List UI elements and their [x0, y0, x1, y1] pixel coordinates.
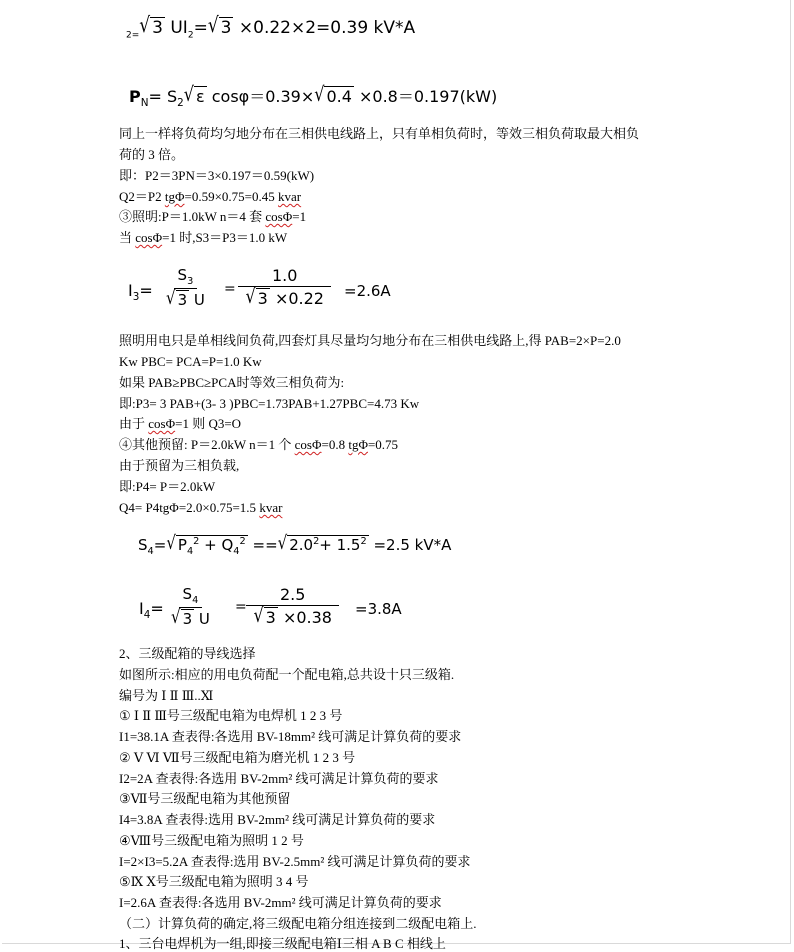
formula-i3-fraction1: $\frac{S_3}{√ 3 U}$ — [166, 266, 205, 309]
section-heading: 2、三级配箱的导线选择 — [119, 646, 256, 661]
text-line-cos: 由于 cosΦ=1 则 Q3=O — [119, 416, 242, 431]
text-line: I=2×I3=5.2A 查表得:选用 BV-2.5mm² 线可满足计算负荷的要求 — [119, 854, 471, 869]
text-line: ② Ⅴ Ⅵ Ⅶ号三级配电箱为磨光机 1 2 3 号 — [119, 750, 356, 765]
text-line-q4: Q4= P4tgΦ=2.0×0.75=1.5 kvar — [119, 500, 283, 515]
formula-i4-eq: = — [235, 599, 247, 615]
text-line: 即:P3= 3 PAB+(3- 3 )PBC=1.73PAB+1.27PBC=4.73 Kw — [119, 396, 420, 411]
formula-i4-lhs: $I_4=$ — [139, 599, 164, 622]
text-line: 同上一样将负荷均匀地分布在三相供电线路上，只有单相负荷时，等效三相负荷取最大相负 — [119, 126, 640, 141]
text-line: 即:P4= P＝2.0kW — [119, 479, 216, 494]
text-line: I4=3.8A 查表得:选用 BV-2mm² 线可满足计算负荷的要求 — [119, 812, 436, 827]
text-line: 如图所示:相应的用电负荷配一个配电箱,总共设十只三级箱. — [119, 667, 455, 682]
section-heading: （二）计算负荷的确定,将三级配电箱分组连接到二级配电箱上. — [119, 916, 477, 931]
formula-i3-fraction2: $\frac{1.0}{√ 3 \times 0.22}$ — [238, 266, 331, 308]
formula-i4-fraction2: $\frac{2.5}{√ 3 \times 0.38}$ — [246, 585, 339, 627]
text-line: ③Ⅶ号三级配电箱为其他预留 — [119, 791, 291, 806]
text-line: 即：P2＝3PN＝3×0.197＝0.59(kW) — [119, 168, 315, 183]
formula-i3-result: =2.6A — [344, 282, 391, 300]
formula-i4-result: =3.8A — [355, 600, 402, 618]
text-line: 1、三台电焊机为一组,即接三级配电箱Ⅰ三相 A B C 相线上 — [119, 936, 446, 951]
text-line: I1=38.1A 查表得:各选用 BV-18mm² 线可满足计算负荷的要求 — [119, 729, 462, 744]
text-line: 照明用电只是单相线间负荷,四套灯具尽量均匀地分布在三相供电线路上,得 PAB=2×P=2.0 — [119, 333, 621, 348]
text-line: 编号为 Ⅰ Ⅱ Ⅲ..Ⅺ — [119, 688, 214, 703]
text-line: ⑤Ⅸ Ⅹ号三级配电箱为照明 3 4 号 — [119, 874, 309, 889]
formula-pn: $P_N= S_2√$ ε cosφ＝0.39×√ 0.4 ×0.8＝0.197(kW) — [129, 82, 498, 110]
text-line-other: ④其他预留: P＝2.0kW n＝1 个 cosΦ=0.8 tgΦ=0.75 — [119, 437, 399, 452]
text-line: 由于预留为三相负载, — [119, 458, 240, 473]
text-line: I2=2A 查表得:各选用 BV-2mm² 线可满足计算负荷的要求 — [119, 771, 439, 786]
text-line: I=2.6A 查表得:各选用 BV-2mm² 线可满足计算负荷的要求 — [119, 895, 442, 910]
text-line: ④Ⅷ号三级配电箱为照明 1 2 号 — [119, 833, 304, 848]
text-line: ① Ⅰ Ⅱ Ⅲ号三级配电箱为电焊机 1 2 3 号 — [119, 708, 343, 723]
text-line: 如果 PAB≥PBC≥PCA时等效三相负荷为: — [119, 375, 345, 390]
formula-s4: $S_4=√$ $P_4^2 + Q_4^2$ ==√ $2.0^2+ 1.5^2 =2.5$ kV*A — [138, 531, 452, 557]
text-line: Kw PBC= PCA=P=1.0 Kw — [119, 354, 262, 369]
text-line-lighting: ③照明:P＝1.0kW n＝4 套 cosΦ=1 — [119, 209, 307, 224]
formula-i4-fraction1: $\frac{S_4}{√ 3 U}$ — [171, 585, 210, 628]
formula-s2: $_{2=}$√ 3 $UI_2=√$ 3 ×0.22×2=0.39 kV*A — [126, 13, 416, 41]
formula-i3-lhs: $I_3=$ — [128, 281, 153, 304]
formula-i3-eq: = — [224, 281, 236, 297]
text-line-when: 当 cosΦ=1 时,S3＝P3＝1.0 kW — [119, 230, 288, 245]
text-line-q2: Q2＝P2 tgΦ=0.59×0.75=0.45 kvar — [119, 189, 302, 204]
text-line: 荷的 3 倍。 — [119, 147, 185, 162]
